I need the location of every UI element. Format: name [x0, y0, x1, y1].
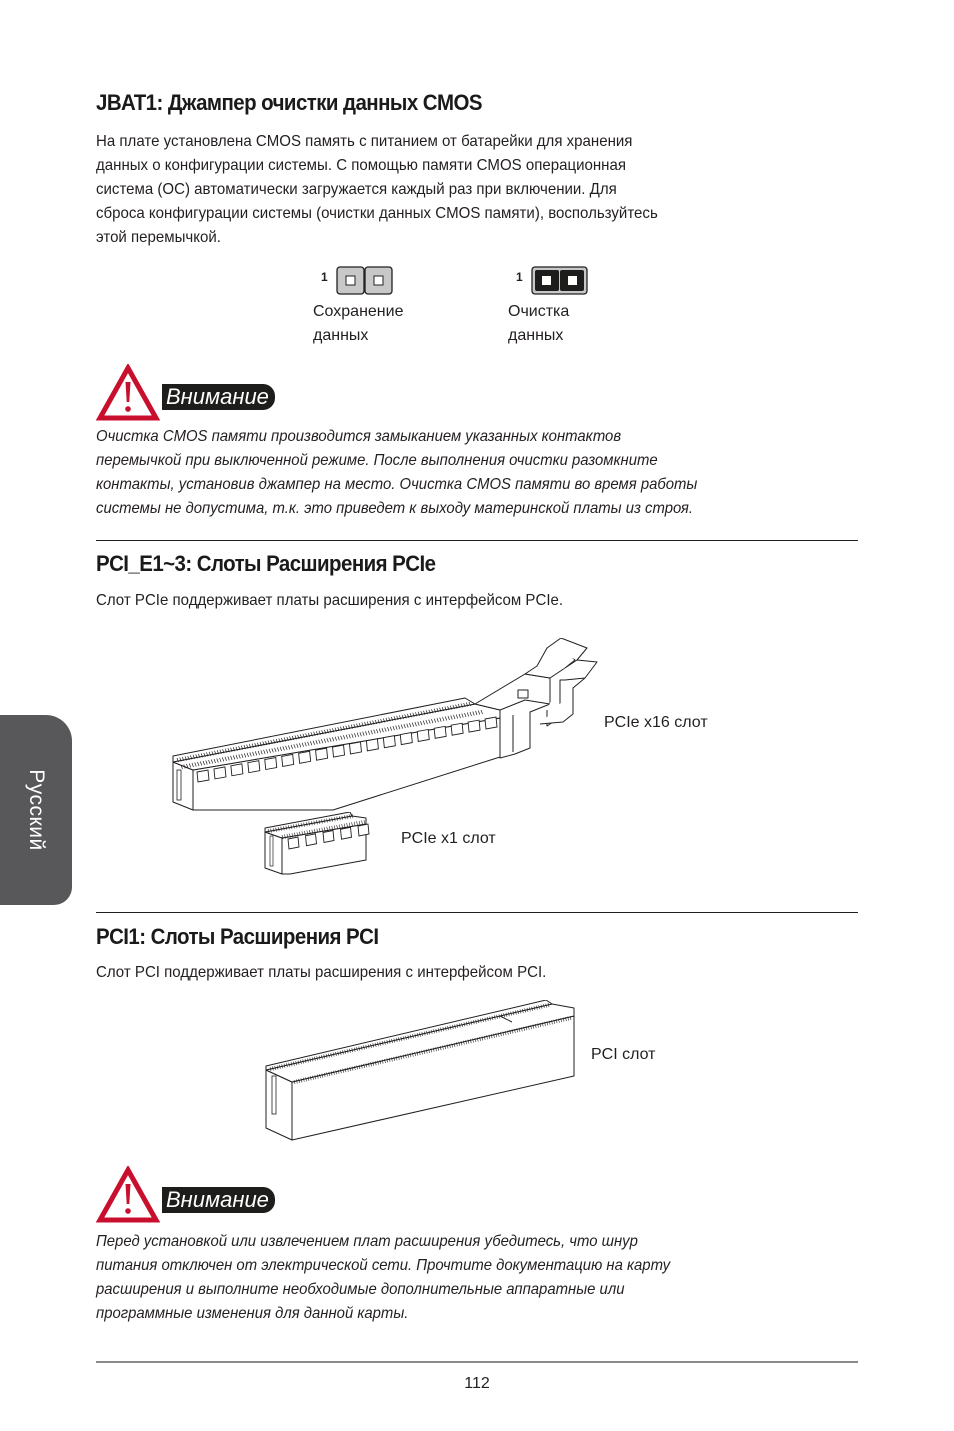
- language-side-tab-label: Русский: [25, 769, 48, 851]
- warning-triangle-icon: [96, 364, 160, 422]
- warning-triangle-icon: [96, 1166, 160, 1224]
- slot-pin-window: [288, 837, 299, 849]
- warning-text-line: расширения и выполните необходимые дополнительные аппаратные или: [96, 1281, 625, 1298]
- section-divider: [96, 912, 858, 913]
- pcie-x1-slot-label: PCIe x1 слот: [401, 830, 496, 847]
- slot-pin-window: [248, 761, 260, 773]
- warning-title-badge: Внимание: [162, 1187, 275, 1213]
- jbat-body-line: сброса конфигурации системы (очистки данных CMOS памяти), воспользуйтесь: [96, 205, 658, 222]
- jumper-closed-caption-line: данных: [508, 327, 564, 344]
- slot-pin-window: [299, 751, 311, 763]
- pcie-section-title: PCI_E1~3: Слоты Расширения PCIe: [96, 551, 436, 576]
- slot-pin-window: [383, 736, 395, 748]
- jumper-closed-caption: [508, 300, 569, 348]
- jumper-closed-icon: [531, 266, 589, 296]
- slot-pin-window: [349, 742, 361, 754]
- slot-pin-window: [358, 824, 369, 836]
- slot-pin-window: [214, 767, 226, 779]
- pci-slot-label: PCI слот: [591, 1046, 656, 1063]
- section-divider: [96, 540, 858, 541]
- slot-pin-window: [306, 834, 317, 846]
- warning-text-line: Очистка CMOS памяти производится замыканием указанных контактов: [96, 428, 622, 445]
- slot-pin-window: [366, 739, 378, 751]
- jbat-body-line: этой перемычкой.: [96, 229, 221, 246]
- pci-warning-text: [96, 1230, 713, 1326]
- slot-pin-window: [485, 717, 497, 729]
- warning-title-badge: Внимание: [162, 384, 275, 410]
- slot-pin-window: [451, 723, 463, 735]
- jbat-body: [96, 130, 694, 250]
- slot-pin-window: [282, 754, 294, 766]
- jbat-section-title: JBAT1: Джампер очистки данных CMOS: [96, 90, 482, 115]
- pcie-x1-slot-illustration: [262, 812, 374, 878]
- slot-pin-window: [341, 827, 352, 839]
- jbat-body-line: система (ОС) автоматически загружается каждый раз при включении. Для: [96, 181, 617, 198]
- warning-text-line: системы не допустима, т.к. это приведет к выходу материнской платы из строя.: [96, 500, 694, 517]
- slot-pin-window: [333, 745, 345, 757]
- pcie-body: Слот PCIe поддерживает платы расширения с интерфейсом PCIe.: [96, 592, 564, 609]
- pcie-x16-slot-illustration: [165, 638, 605, 816]
- jbat-body-line: На плате установлена CMOS память с питанием от батарейки для хранения: [96, 133, 633, 150]
- language-side-tab: [0, 715, 72, 905]
- warning-text-line: Перед установкой или извлечением плат расширения убедитесь, что шнур: [96, 1233, 638, 1250]
- jumper-open-icon: [336, 266, 394, 296]
- jumper-open-caption-line: данных: [313, 327, 369, 344]
- slot-pin-window: [417, 729, 429, 741]
- slot-pin-window: [323, 831, 334, 843]
- pci-body: Слот PCI поддерживает платы расширения с интерфейсом PCI.: [96, 964, 547, 981]
- jbat-body-line: данных о конфигурации системы. С помощью памяти CMOS операционная: [96, 157, 626, 174]
- warning-text-line: контакты, установив джампер на место. Очистка CMOS памяти во время работы: [96, 476, 698, 493]
- page-number: 112: [464, 1375, 490, 1392]
- jumper-closed-caption-line: Очистка: [508, 303, 570, 320]
- slot-pin-window: [231, 764, 243, 776]
- warning-text-line: перемычкой при выключенной режиме. После выполнения очистки разомкните: [96, 452, 658, 469]
- slot-pin-window: [400, 733, 412, 745]
- slot-pin-window: [468, 720, 480, 732]
- jbat-warning-text: [96, 425, 743, 521]
- pcie-x16-slot-label: PCIe x16 слот: [604, 714, 708, 731]
- jumper-open-caption-line: Сохранение: [313, 303, 404, 320]
- jumper-pin1-label: 1: [516, 270, 523, 284]
- pci-section-title: PCI1: Слоты Расширения PCI: [96, 924, 379, 949]
- footer-divider: [96, 1361, 858, 1363]
- warning-text-line: программные изменения для данной карты.: [96, 1305, 409, 1322]
- jumper-pin1-label: 1: [321, 270, 328, 284]
- slot-pin-window: [265, 758, 277, 770]
- pci-slot-illustration: [262, 1000, 580, 1144]
- jumper-open-caption: [313, 300, 403, 348]
- slot-pin-window: [197, 770, 209, 782]
- slot-pin-window: [434, 726, 446, 738]
- slot-pin-window: [316, 748, 328, 760]
- warning-text-line: питания отключен от электрической сети. Прочтите документацию на карту: [96, 1257, 671, 1274]
